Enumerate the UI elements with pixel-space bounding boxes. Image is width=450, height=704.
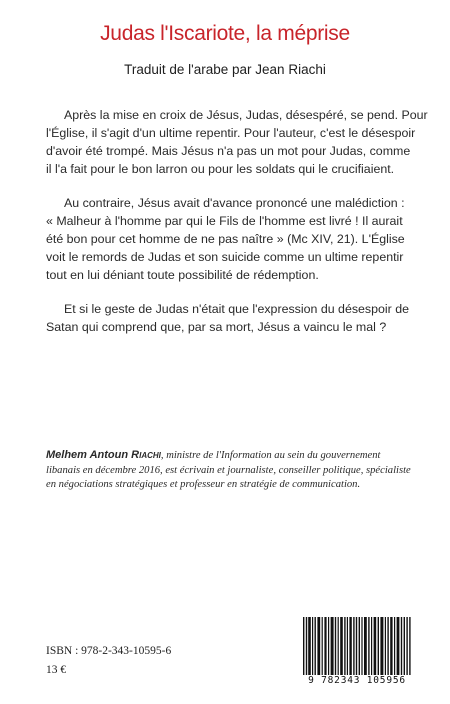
barcode-number: 9 782343 105956 (300, 675, 414, 686)
blurb-line: été bon pour cet homme de ne pas naître » (Mc XIV, 21). L'Église (46, 232, 405, 246)
author-first-name: Melhem Antoun (46, 449, 129, 461)
blurb-paragraph-3 (46, 300, 410, 336)
author-bio (46, 448, 411, 493)
blurb-line: tout en lui déniant toute possibilité de rédemption. (46, 268, 319, 282)
blurb-line: voit le remords de Judas et son suicide comme un ultime repentir (46, 250, 404, 264)
blurb-line: « Malheur à l'homme par qui le Fils de l'homme est livré ! Il aurait (46, 214, 403, 228)
blurb-paragraph-1 (46, 106, 428, 178)
book-title: Judas l'Iscariote, la méprise (100, 22, 350, 45)
blurb-line: il l'a fait pour le bon larron ou pour les soldats qui le crucifiaient. (46, 162, 395, 176)
isbn: ISBN : 978-2-343-10595-6 (46, 645, 172, 657)
bio-line: en négociations stratégiques et professeur en stratégie de communication. (46, 479, 361, 490)
blurb-line: Satan qui comprend que, par sa mort, Jésus a vaincu le mal ? (46, 320, 387, 334)
blurb-line: d'avoir été trompé. Mais Jésus n'a pas un mot pour Judas, comme (46, 144, 411, 158)
blurb-line: Et si le geste de Judas n'était que l'expression du désespoir de (64, 302, 410, 316)
blurb-line: l'Église, il s'agit d'un ultime repentir. Pour l'auteur, c'est le désespoir (46, 126, 416, 140)
bio-text: , ministre de l'Information au sein du gouvernement (160, 450, 381, 461)
blurb-line: Au contraire, Jésus avait d'avance prononcé une malédiction : (64, 196, 405, 210)
author-last-name: Riachi (131, 449, 161, 461)
price: 13 € (46, 664, 67, 676)
bio-line (46, 448, 406, 464)
bio-line: libanais en décembre 2016, est écrivain et journaliste, conseiller politique, spécialiste (46, 464, 411, 476)
translator-credit: Traduit de l'arabe par Jean Riachi (124, 62, 326, 77)
author-name (46, 449, 161, 461)
blurb-paragraph-2 (46, 194, 405, 284)
blurb-line: Après la mise en croix de Jésus, Judas, désespéré, se pend. Pour (64, 108, 428, 122)
